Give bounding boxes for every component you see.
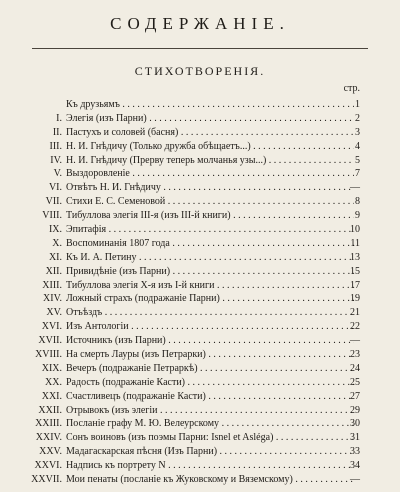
toc-entry-page: 22 — [350, 321, 360, 333]
toc-entry-title: Н. И. Гнѣдичу (Только дружба обѣщаетъ...) . . . — [66, 140, 354, 154]
toc-entry-page: 2 — [355, 112, 360, 124]
toc-entry — [0, 209, 400, 223]
toc-entry-page: 19 — [350, 293, 360, 305]
toc-entry — [0, 334, 400, 348]
toc-entry-title: Тибуллова элегія X-я изъ I-й книги . . . — [66, 279, 354, 293]
toc-entry-title: Элегія (изъ Парни) . . . — [66, 112, 354, 126]
toc-entry-number: XXII. — [38, 404, 62, 416]
page-column-header: стр. — [343, 83, 360, 94]
toc-entry-page: 31 — [350, 432, 360, 444]
toc-entry-number: I. — [56, 112, 62, 124]
toc-entry — [0, 306, 400, 320]
toc-entry-number: XII. — [45, 265, 62, 277]
toc-entry-page: 4 — [355, 140, 360, 152]
toc-entry-page: 3 — [355, 126, 360, 138]
toc-entry-number: XX. — [45, 376, 62, 388]
toc-entry-number: XXIII. — [35, 418, 62, 430]
toc-entry-number: VI. — [48, 182, 62, 194]
toc-entry-page: 15 — [350, 265, 360, 277]
toc-entry-number: II. — [52, 126, 62, 138]
toc-entry-title: Мадагаскарская пѣсня (Изъ Парни) . . . — [66, 445, 354, 459]
toc-entry — [0, 181, 400, 195]
toc-entry-title: Пастухъ и соловей (басня) . . . — [66, 126, 354, 140]
toc-entry-page: 33 — [350, 446, 360, 458]
toc-entry-title: Н. И. Гнѣдичу (Прерву теперь молчанья узы...) . . . — [66, 154, 354, 168]
toc-entry-title: Къ друзьямъ . . . — [66, 98, 354, 112]
toc-entry-number: XIX. — [41, 362, 62, 374]
section-heading: СТИХОТВОРЕНІЯ. — [134, 64, 266, 78]
title-rule — [32, 48, 368, 49]
toc-entry-number: XVI. — [41, 321, 62, 333]
toc-entry — [0, 348, 400, 362]
toc-entry-number: XI. — [48, 251, 62, 263]
toc-entry-page: 9 — [355, 210, 360, 222]
toc-entry-number: XXVI. — [34, 460, 62, 472]
toc-entry-title: Источникъ (изъ Парни) . . . — [66, 334, 354, 348]
toc-entry-page: — — [350, 474, 360, 486]
toc-entry-page: 25 — [350, 376, 360, 388]
toc-list — [0, 98, 400, 487]
toc-entry-number: VIII. — [42, 210, 62, 222]
toc-entry — [0, 473, 400, 487]
toc-entry-title: Тибуллова элегія III-я (изъ III-й книги) . . . — [66, 209, 354, 223]
toc-entry — [0, 195, 400, 209]
toc-entry-number: X. — [52, 237, 62, 249]
toc-entry — [0, 251, 400, 265]
toc-entry-number: XVII. — [38, 335, 62, 347]
toc-entry-number: IX. — [48, 224, 62, 236]
page-title: СОДЕРЖАНІЕ. — [110, 14, 290, 33]
toc-entry — [0, 376, 400, 390]
toc-entry-page: 27 — [350, 390, 360, 402]
toc-entry-page: 8 — [355, 196, 360, 208]
toc-entry — [0, 431, 400, 445]
toc-entry — [0, 445, 400, 459]
toc-entry-title: Изъ Антологіи . . . — [66, 320, 354, 334]
toc-entry-title: Сонъ воиновъ (изъ поэмы Парни: Isnel et Asléga) . . . — [66, 431, 354, 445]
toc-entry-page: 34 — [350, 460, 360, 472]
toc-entry-title: Эпитафія . . . — [66, 223, 354, 237]
toc-entry-number: XVIII. — [35, 349, 62, 361]
toc-entry-page: 29 — [350, 404, 360, 416]
toc-entry-title: Надпись къ портрету N . . . — [66, 459, 354, 473]
toc-entry — [0, 98, 400, 112]
toc-entry — [0, 390, 400, 404]
toc-entry — [0, 126, 400, 140]
toc-entry-title: Отрывокъ (изъ элегіи . . . — [66, 404, 354, 418]
toc-entry-title: На смерть Лауры (изъ Петрарки) . . . — [66, 348, 354, 362]
toc-entry-page: 17 — [350, 279, 360, 291]
toc-entry-number: XXI. — [41, 390, 62, 402]
toc-entry-number: VII. — [45, 196, 62, 208]
toc-entry-page: 30 — [350, 418, 360, 430]
toc-entry-title: Отвѣтъ Н. И. Гнѣдичу . . . — [66, 181, 354, 195]
toc-entry-number: XXV. — [39, 446, 62, 458]
toc-entry-title: Ложный страхъ (подражаніе Парни) . . . — [66, 292, 354, 306]
toc-entry — [0, 320, 400, 334]
toc-entry — [0, 140, 400, 154]
toc-entry-page: 23 — [350, 349, 360, 361]
toc-entry-number: IV. — [50, 154, 62, 166]
toc-entry-title: Воспоминанія 1807 года . . . — [66, 237, 354, 251]
toc-entry — [0, 362, 400, 376]
toc-entry-number: V. — [53, 168, 62, 180]
toc-entry-title: Отъѣздъ . . . — [66, 306, 354, 320]
toc-entry-page: 7 — [355, 168, 360, 180]
toc-entry-number: XV. — [46, 307, 62, 319]
toc-entry-page: 11 — [350, 237, 360, 249]
toc-entry-page: 13 — [350, 251, 360, 263]
toc-entry — [0, 223, 400, 237]
toc-entry-page: — — [350, 182, 360, 194]
toc-entry-number: XXVII. — [31, 474, 62, 486]
toc-entry-title: Къ И. А. Петину . . . — [66, 251, 354, 265]
toc-entry — [0, 237, 400, 251]
toc-entry-title: Счастливецъ (подражаніе Касти) . . . — [66, 390, 354, 404]
toc-entry-title: Стихи Е. С. Семеновой . . . — [66, 195, 354, 209]
toc-entry — [0, 292, 400, 306]
toc-entry-page: 5 — [355, 154, 360, 166]
toc-entry-title: Вечеръ (подражаніе Петраркѣ) . . . — [66, 362, 354, 376]
toc-entry-title: Выздоровленіе . . . — [66, 167, 354, 181]
toc-entry — [0, 265, 400, 279]
toc-entry-page: 24 — [350, 362, 360, 374]
toc-entry — [0, 154, 400, 168]
toc-entry-page: 10 — [350, 224, 360, 236]
toc-entry-page: — — [350, 335, 360, 347]
toc-entry-number: XIV. — [43, 293, 62, 305]
toc-entry-page: 1 — [355, 99, 360, 110]
toc-entry-title: Радость (подражаніе Касти) . . . — [66, 376, 354, 390]
toc-entry-title: Посланіе графу М. Ю. Велеурскому . . . — [66, 417, 354, 431]
toc-entry — [0, 112, 400, 126]
toc-entry-number: XIII. — [42, 279, 62, 291]
toc-entry — [0, 167, 400, 181]
toc-entry — [0, 279, 400, 293]
toc-entry — [0, 417, 400, 431]
toc-entry-title: Мои пенаты (посланіе къ Жуковскому и Вяземскому) . . . — [66, 473, 354, 487]
toc-entry-title: Привидѣніе (изъ Парни) . . . — [66, 265, 354, 279]
toc-entry — [0, 459, 400, 473]
toc-entry — [0, 404, 400, 418]
toc-entry-page: 21 — [350, 307, 360, 319]
toc-entry-number: XXIV. — [35, 432, 62, 444]
toc-entry-number: III. — [49, 140, 62, 152]
